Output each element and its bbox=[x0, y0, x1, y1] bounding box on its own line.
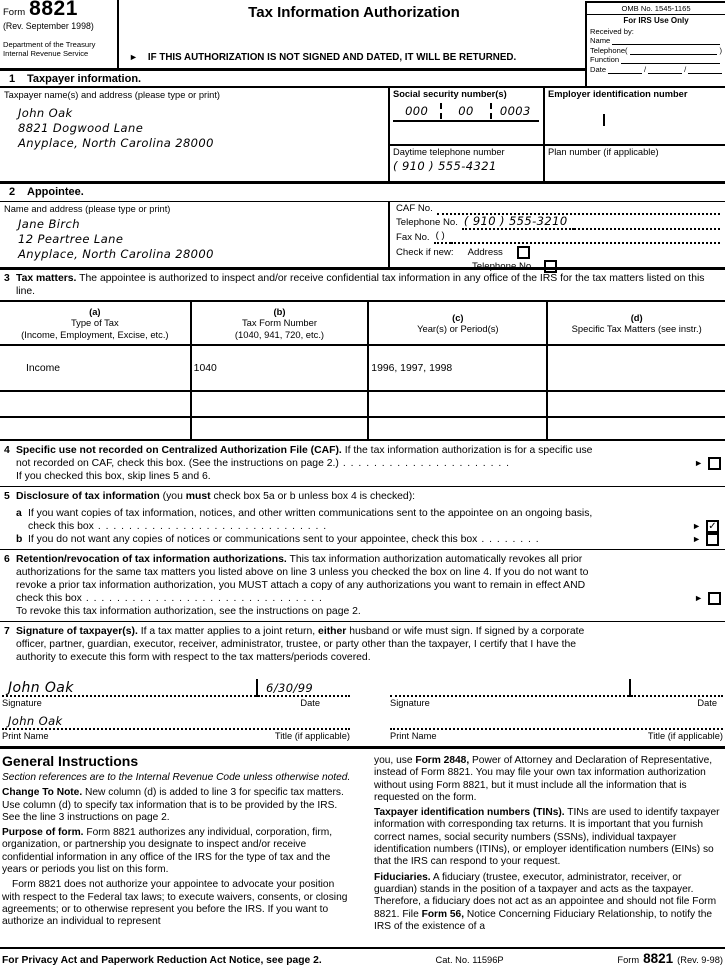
line5a-text1: If you want copies of tax information, notices, and other written communications sent to the appointee on an ongoing basis, bbox=[28, 508, 593, 519]
irs-use-only-box bbox=[585, 1, 725, 86]
appointee-telephone-fill bbox=[574, 219, 720, 230]
section-references-note: Section references are to the Internal Revenue Code unless otherwise noted. bbox=[2, 772, 351, 783]
ssn-part-1[interactable]: 000 bbox=[405, 103, 429, 118]
date-slash-2: / bbox=[684, 64, 687, 74]
form-revision: (Rev. September 1998) bbox=[3, 21, 94, 31]
received-date-field-2[interactable] bbox=[648, 66, 682, 74]
received-function-field[interactable] bbox=[621, 56, 720, 64]
appointee-name-address-label: Name and address (please type or print) bbox=[4, 204, 171, 214]
cell-type-of-tax[interactable] bbox=[0, 417, 191, 440]
new-address-label: Address bbox=[467, 246, 503, 258]
caf-label: CAF No. bbox=[396, 203, 433, 214]
line7-text4: authority to execute this form with respect to the tax matters/periods covered. bbox=[16, 652, 371, 663]
line7-number: 7 bbox=[4, 626, 10, 637]
ein-separator[interactable] bbox=[603, 114, 605, 126]
line5-intro1: (you bbox=[162, 491, 183, 502]
line5b-text: If you do not want any copies of notices or communications sent to your appointee, check this box bbox=[28, 534, 478, 545]
appointee-name[interactable]: Jane Birch bbox=[18, 217, 80, 231]
change-to-note-text: New column (d) is added to line 3 for specific tax matters. Use column (d) to specify tax information that is to be provided by the IRS. See the line 3 instructions on page 2. bbox=[2, 787, 344, 823]
arrow-icon: ► bbox=[692, 534, 701, 544]
new-telephone-label: Telephone No. bbox=[472, 260, 534, 272]
line3-lead: Tax matters. bbox=[16, 273, 77, 284]
line5a-text2: check this box bbox=[28, 521, 94, 532]
line5-must: must bbox=[185, 491, 211, 502]
fax-label: Fax No. bbox=[396, 231, 430, 243]
form-number: 8821 bbox=[29, 0, 78, 20]
received-date-field-3[interactable] bbox=[688, 66, 722, 74]
line4-specific-use bbox=[0, 441, 725, 486]
section1-heading-label: Taxpayer information. bbox=[27, 73, 142, 85]
taxpayer-name-address-field[interactable] bbox=[18, 107, 384, 150]
arrow-icon: ► bbox=[129, 52, 138, 62]
cell-years[interactable]: 1996, 1997, 1998 bbox=[368, 345, 547, 391]
signature-field[interactable] bbox=[2, 677, 256, 697]
purpose-text2: Form 8821 does not authorize your appointee to advocate your position with respect to the Federal tax laws; to execute waivers, consents, or closing agreements; or to otherwise represent you before the IRS. If you want to authorize an individual to represent bbox=[2, 879, 348, 928]
line4-text2: not recorded on CAF, check this box. (See the instructions on page 2.) bbox=[16, 458, 339, 469]
col-c-header bbox=[368, 301, 547, 345]
taxpayer-name-address-label: Taxpayer name(s) and address (please type or print) bbox=[4, 90, 220, 100]
received-telephone-field[interactable] bbox=[630, 47, 718, 55]
page-footer bbox=[0, 947, 725, 967]
checkbox-line4[interactable] bbox=[708, 457, 721, 470]
signature-block bbox=[0, 667, 725, 746]
purpose-text: Form 8821 authorizes any individual, corporation, firm, organization, or partnership you designate to inspect and/or receive confidential information in any office of the IRS for the type of tax and the years or periods you list on this form. bbox=[2, 827, 333, 876]
date-value: 6/30/99 bbox=[266, 681, 314, 695]
dot-leader: . . . . . . . . . . . . . . . . . . . . . . . . . . . . . . bbox=[97, 521, 328, 532]
cell-specific-matters[interactable] bbox=[547, 345, 725, 391]
signature-left bbox=[2, 677, 350, 742]
line4-number: 4 bbox=[4, 445, 10, 456]
form-number-block bbox=[0, 0, 119, 68]
footer-form-reference bbox=[617, 952, 723, 967]
signature-label: Signature bbox=[390, 698, 430, 708]
form-56-ref: Form 56, bbox=[421, 908, 465, 920]
signature-warning: IF THIS AUTHORIZATION IS NOT SIGNED AND DATED, IT WILL BE RETURNED. bbox=[147, 52, 517, 63]
table-row bbox=[0, 391, 725, 417]
col-d-tag: (d) bbox=[630, 311, 643, 323]
cell-type-of-tax[interactable]: Income bbox=[0, 345, 191, 391]
cell-years[interactable] bbox=[368, 391, 547, 417]
checkbox-line5b[interactable] bbox=[706, 533, 719, 546]
cell-specific-matters[interactable] bbox=[547, 391, 725, 417]
taxpayer-address-line1[interactable]: 8821 Dogwood Lane bbox=[18, 121, 144, 135]
arrow-icon: ► bbox=[694, 593, 703, 603]
line7-signature bbox=[0, 621, 725, 667]
received-by-label: Received by: bbox=[590, 26, 634, 36]
appointee-address-line2[interactable]: Anyplace, North Carolina 28000 bbox=[18, 247, 214, 261]
date-label: Date bbox=[300, 698, 320, 708]
form-header bbox=[0, 0, 725, 86]
appointee-name-address-field[interactable] bbox=[18, 218, 384, 261]
purpose-lead: Purpose of form. bbox=[2, 827, 84, 839]
col-b-header bbox=[191, 301, 369, 345]
plan-number-cell[interactable] bbox=[545, 146, 725, 181]
date-field[interactable] bbox=[631, 677, 723, 697]
ssn-label: Social security number(s) bbox=[393, 89, 507, 99]
form-title: Tax Information Authorization bbox=[248, 4, 460, 21]
footer-form-number: 8821 bbox=[643, 951, 674, 966]
col-a-subtitle: (Income, Employment, Excise, etc.) bbox=[21, 328, 169, 340]
line6-text1: This tax information authorization automatically revokes all prior bbox=[289, 554, 583, 565]
signature-right bbox=[390, 677, 723, 742]
line6-lead: Retention/revocation of tax information authorizations. bbox=[16, 554, 287, 565]
signature-label: Signature bbox=[2, 698, 42, 708]
line4-text3: If you checked this box, skip lines 5 and 6. bbox=[16, 471, 211, 482]
taxpayer-address-line2[interactable]: Anyplace, North Carolina 28000 bbox=[18, 136, 214, 150]
cell-tax-form-number[interactable] bbox=[191, 417, 369, 440]
paren-open: ( bbox=[625, 45, 628, 55]
change-to-note-lead: Change To Note. bbox=[2, 787, 83, 799]
form-label: Form bbox=[3, 7, 26, 18]
appointee-address-line1[interactable]: 12 Peartree Lane bbox=[18, 232, 124, 246]
print-name-field[interactable] bbox=[390, 712, 723, 730]
dot-leader: . . . . . . . . bbox=[481, 534, 540, 545]
title-label: Title (if applicable) bbox=[274, 731, 350, 741]
received-telephone-label: Telephone bbox=[590, 45, 626, 55]
line4-text1: If the tax information authorization is for a specific use bbox=[344, 445, 593, 456]
fiduciaries-lead: Fiduciaries. bbox=[374, 871, 431, 883]
date-label: Date bbox=[697, 698, 717, 708]
line3-tax-matters bbox=[0, 267, 725, 300]
right-col-text1a: you, use bbox=[374, 755, 413, 766]
table-header-row bbox=[0, 301, 725, 345]
col-a-title: Type of Tax bbox=[70, 317, 119, 329]
agency-line2: Internal Revenue Service bbox=[3, 48, 89, 58]
instructions-left-column bbox=[2, 753, 353, 947]
line7-text1: If a tax matter applies to a joint return, bbox=[140, 626, 316, 637]
received-name-field[interactable] bbox=[612, 37, 720, 45]
cell-tax-form-number[interactable] bbox=[191, 391, 369, 417]
col-d-header bbox=[547, 301, 725, 345]
appointee-box bbox=[0, 201, 725, 272]
print-name-value: John Oak bbox=[8, 714, 63, 728]
agency-line1: Department of the Treasury bbox=[3, 40, 96, 49]
cell-type-of-tax[interactable] bbox=[0, 391, 191, 417]
omb-number: OMB No. 1545-1165 bbox=[587, 3, 725, 15]
footer-revision: (Rev. 9-98) bbox=[677, 955, 723, 965]
fax-field[interactable]: ( ) bbox=[434, 230, 451, 244]
fiduciaries-text2: Notice Concerning Fiduciary Relationship, to notify the IRS of the existence of a bbox=[374, 908, 713, 932]
dot-leader: . . . . . . . . . . . . . . . . . . . . . . bbox=[342, 458, 511, 469]
tins-lead: Taxpayer identification numbers (TINs). bbox=[374, 807, 565, 819]
ssn-part-2[interactable]: 00 bbox=[458, 103, 474, 118]
catalog-number: Cat. No. 11596P bbox=[435, 955, 504, 965]
line7-text2: husband or wife must sign. If signed by a corporate bbox=[349, 626, 585, 637]
date-slash-1: / bbox=[644, 64, 647, 74]
taxpayer-info-box bbox=[0, 86, 725, 181]
received-date-field-1[interactable] bbox=[608, 66, 642, 74]
received-function-label: Function bbox=[590, 55, 620, 64]
instructions-right-column bbox=[374, 753, 723, 947]
col-b-tag: (b) bbox=[273, 305, 286, 317]
ssn-cell bbox=[390, 88, 545, 144]
appointee-name-address-cell bbox=[0, 202, 390, 267]
line6-text5: To revoke this tax information authorization, see the instructions on page 2. bbox=[16, 606, 361, 617]
print-name-field[interactable] bbox=[2, 712, 350, 730]
daytime-phone-label: Daytime telephone number bbox=[393, 147, 505, 157]
fiduciaries-text1: A fiduciary (trustee, executor, administrator, receiver, or guardian) stands in the position of a taxpayer and acts as the taxpayer. Therefore, a fiduciary does not act as an appointee and should not file Form 8821. File bbox=[374, 871, 717, 920]
signature-field[interactable] bbox=[390, 677, 629, 697]
line7-lead: Signature of taxpayer(s). bbox=[16, 626, 138, 637]
general-instructions bbox=[0, 746, 725, 947]
section1-heading bbox=[0, 68, 585, 86]
form-2848-ref: Form 2848, bbox=[415, 755, 470, 766]
line7-either: either bbox=[318, 626, 347, 637]
privacy-act-notice: For Privacy Act and Paperwork Reduction Act Notice, see page 2. bbox=[2, 955, 322, 966]
received-name-label: Name bbox=[590, 36, 611, 45]
checkbox-new-address[interactable] bbox=[517, 246, 530, 259]
cell-tax-form-number[interactable]: 1040 bbox=[191, 345, 369, 391]
line4-lead: Specific use not recorded on Centralized Authorization File (CAF). bbox=[16, 445, 342, 456]
ssn-field[interactable] bbox=[393, 103, 539, 122]
taxpayer-name-address-cell bbox=[0, 88, 390, 181]
footer-form-label: Form bbox=[617, 955, 640, 965]
dot-leader: . . . . . . . . . . . . . . . . . . . . . . . . . . . . . . . bbox=[85, 593, 323, 604]
line5-intro2: check box 5a or b unless box 4 is checked): bbox=[213, 491, 416, 502]
signature-value: John Oak bbox=[8, 680, 74, 696]
instructions-heading: General Instructions bbox=[2, 753, 139, 769]
ein-cell bbox=[545, 88, 725, 144]
appointee-contact-block bbox=[390, 202, 725, 272]
checkbox-line6[interactable] bbox=[708, 592, 721, 605]
arrow-icon: ► bbox=[694, 458, 703, 468]
appointee-telephone-field[interactable]: ( 910 ) 555-3210 bbox=[462, 215, 574, 229]
line6-text2: authorizations for the same tax matters you listed above on line 3 unless you checked the box on line 4. If you do not want to bbox=[16, 567, 589, 578]
ssn-part-3[interactable]: 0003 bbox=[499, 103, 531, 118]
line7-text3: officer, partner, guardian, executor, receiver, administrator, trustee, or party other than the taxpayer, I certify that I have the bbox=[16, 639, 577, 650]
plan-number-label: Plan number (if applicable) bbox=[548, 147, 659, 157]
col-c-tag: (c) bbox=[452, 311, 464, 323]
print-name-label: Print Name bbox=[390, 731, 437, 741]
tins-text: TINs are used to identify taxpayer information with corresponding tax returns. It is important that you furnish correct names, social security numbers (SSNs), individual taxpayer identification numbers (ITINs), or employer identification numbers (EINs) so that the IRS can respond to your request. bbox=[374, 807, 720, 868]
line3-number: 3 bbox=[4, 273, 10, 284]
line3-text: The appointee is authorized to inspect and/or receive confidential tax information in any office of the IRS for the tax matters listed on this line. bbox=[16, 273, 705, 297]
col-b-subtitle: (1040, 941, 720, etc.) bbox=[234, 328, 325, 340]
check-if-new-label: Check if new: bbox=[396, 246, 454, 258]
print-name-label: Print Name bbox=[2, 731, 49, 741]
cell-years[interactable] bbox=[368, 417, 547, 440]
line6-text4: check this box bbox=[16, 593, 82, 604]
col-a-tag: (a) bbox=[89, 305, 101, 317]
ein-label: Employer identification number bbox=[548, 89, 688, 99]
taxpayer-name[interactable]: John Oak bbox=[18, 106, 73, 120]
line5-lead: Disclosure of tax information bbox=[16, 491, 160, 502]
checkbox-line5a[interactable] bbox=[706, 520, 719, 533]
line6-number: 6 bbox=[4, 554, 10, 565]
col-d-title: Specific Tax Matters (see instr.) bbox=[571, 323, 702, 334]
tax-matters-table bbox=[0, 300, 725, 441]
right-col-text1b: Power of Attorney and Declaration of Representative, instead of Form 8821. You may file your own tax information authorization without using Form 8821, but it must include all the information that is requested on the form. bbox=[374, 755, 713, 803]
irs-use-only-label: For IRS Use Only bbox=[623, 16, 689, 25]
fax-fill bbox=[451, 233, 720, 244]
section1-number: 1 bbox=[9, 73, 16, 85]
appointee-telephone-label: Telephone No. bbox=[396, 217, 458, 229]
section2-heading-label: Appointee. bbox=[27, 186, 84, 198]
cell-specific-matters[interactable] bbox=[547, 417, 725, 440]
line6-retention bbox=[0, 549, 725, 621]
line5a-letter: a bbox=[16, 508, 22, 519]
daytime-phone-field[interactable]: ( 910 ) 555-4321 bbox=[393, 159, 497, 173]
arrow-icon: ► bbox=[692, 521, 701, 531]
col-b-title: Tax Form Number bbox=[241, 317, 317, 329]
checkmark-icon: ✓ bbox=[708, 521, 717, 532]
col-a-header bbox=[0, 301, 191, 345]
line6-text3: revoke a prior tax information authorization, you MUST attach a copy of any authorizations you want to remain in effect AND bbox=[16, 580, 586, 591]
section2-number: 2 bbox=[9, 186, 16, 198]
taxpayer-numbers-block bbox=[390, 88, 725, 181]
line5-disclosure bbox=[0, 486, 725, 549]
title-label: Title (if applicable) bbox=[647, 731, 723, 741]
title-block bbox=[119, 0, 585, 68]
line5b-letter: b bbox=[16, 534, 23, 545]
col-c-title: Year(s) or Period(s) bbox=[417, 323, 499, 334]
paren-close: ) bbox=[719, 45, 722, 55]
table-row bbox=[0, 345, 725, 391]
date-field[interactable] bbox=[258, 677, 350, 697]
section2-heading bbox=[0, 181, 725, 201]
daytime-phone-cell bbox=[390, 146, 545, 181]
received-date-label: Date bbox=[590, 64, 607, 74]
line5-number: 5 bbox=[4, 491, 10, 502]
table-row bbox=[0, 417, 725, 440]
